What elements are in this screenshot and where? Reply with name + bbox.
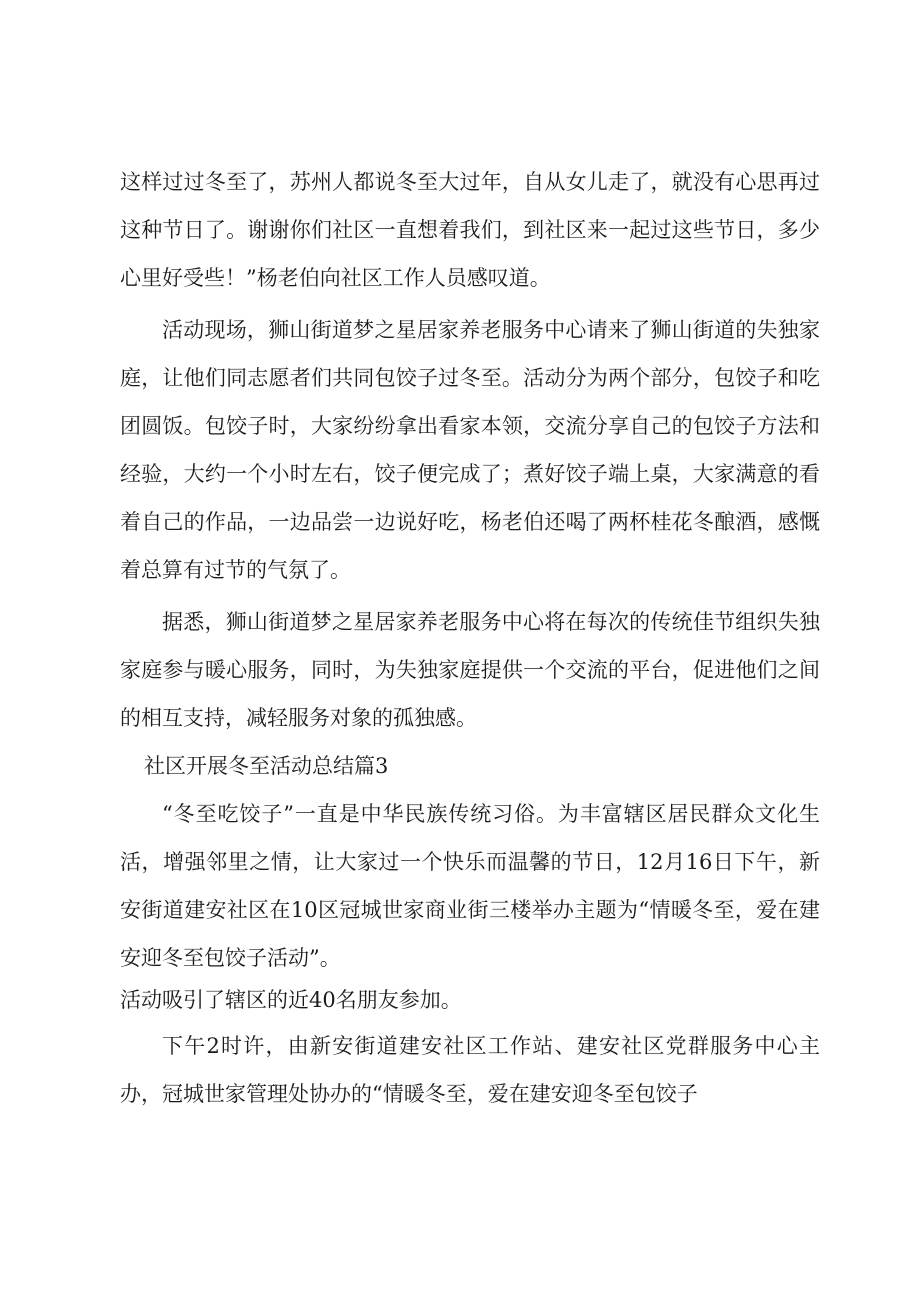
paragraph-event-organizers: 下午2时许，由新安街道建安社区工作站、建安社区党群服务中心主办，冠城世家管理处协办的“情暖冬至，爱在建安迎冬至包饺子 bbox=[120, 1034, 820, 1106]
section-heading: 社区开展冬至活动总结篇3 bbox=[144, 754, 389, 778]
paragraph-future-plans: 据悉，狮山街道梦之星居家养老服务中心将在每次的传统佳节组织失独家庭参与暖心服务，同时，为失独家庭提供一个交流的平台，促进他们之间的相互支持，减轻服务对象的孤独感。 bbox=[120, 610, 820, 730]
paragraph-activity-scene: 活动现场，狮山街道梦之星居家养老服务中心请来了狮山街道的失独家庭，让他们同志愿者们共同包饺子过冬至。活动分为两个部分，包饺子和吃团圆饭。包饺子时，大家纷纷拿出看家本领，交流分享自己的包饺子方法和经验，大约一个小时左右，饺子便完成了；煮好饺子端上桌，大家满意的看着自己的作品，一边品尝一边说好吃，杨老伯还喝了两杯桂花冬酿酒，感慨着总算有过节的气氛了。 bbox=[120, 318, 820, 582]
paragraph-attendance: 活动吸引了辖区的近40名朋友参加。 bbox=[120, 988, 462, 1012]
paragraph-continuation: 这样过过冬至了，苏州人都说冬至大过年，自从女儿走了，就没有心思再过这种节日了。谢谢你们社区一直想着我们，到社区来一起过这些节日，多少心里好受些！”杨老伯向社区工作人员感叹道。 bbox=[120, 170, 820, 290]
document-body bbox=[120, 158, 820, 1118]
paragraph-intro-dumplings: “冬至吃饺子”一直是中华民族传统习俗。为丰富辖区居民群众文化生活，增强邻里之情，让大家过一个快乐而温馨的节日，12月16日下午，新安街道建安社区在10区冠城世家商业街三楼举办主题为“情暖冬至，爱在建安迎冬至包饺子活动”。 bbox=[120, 802, 820, 970]
